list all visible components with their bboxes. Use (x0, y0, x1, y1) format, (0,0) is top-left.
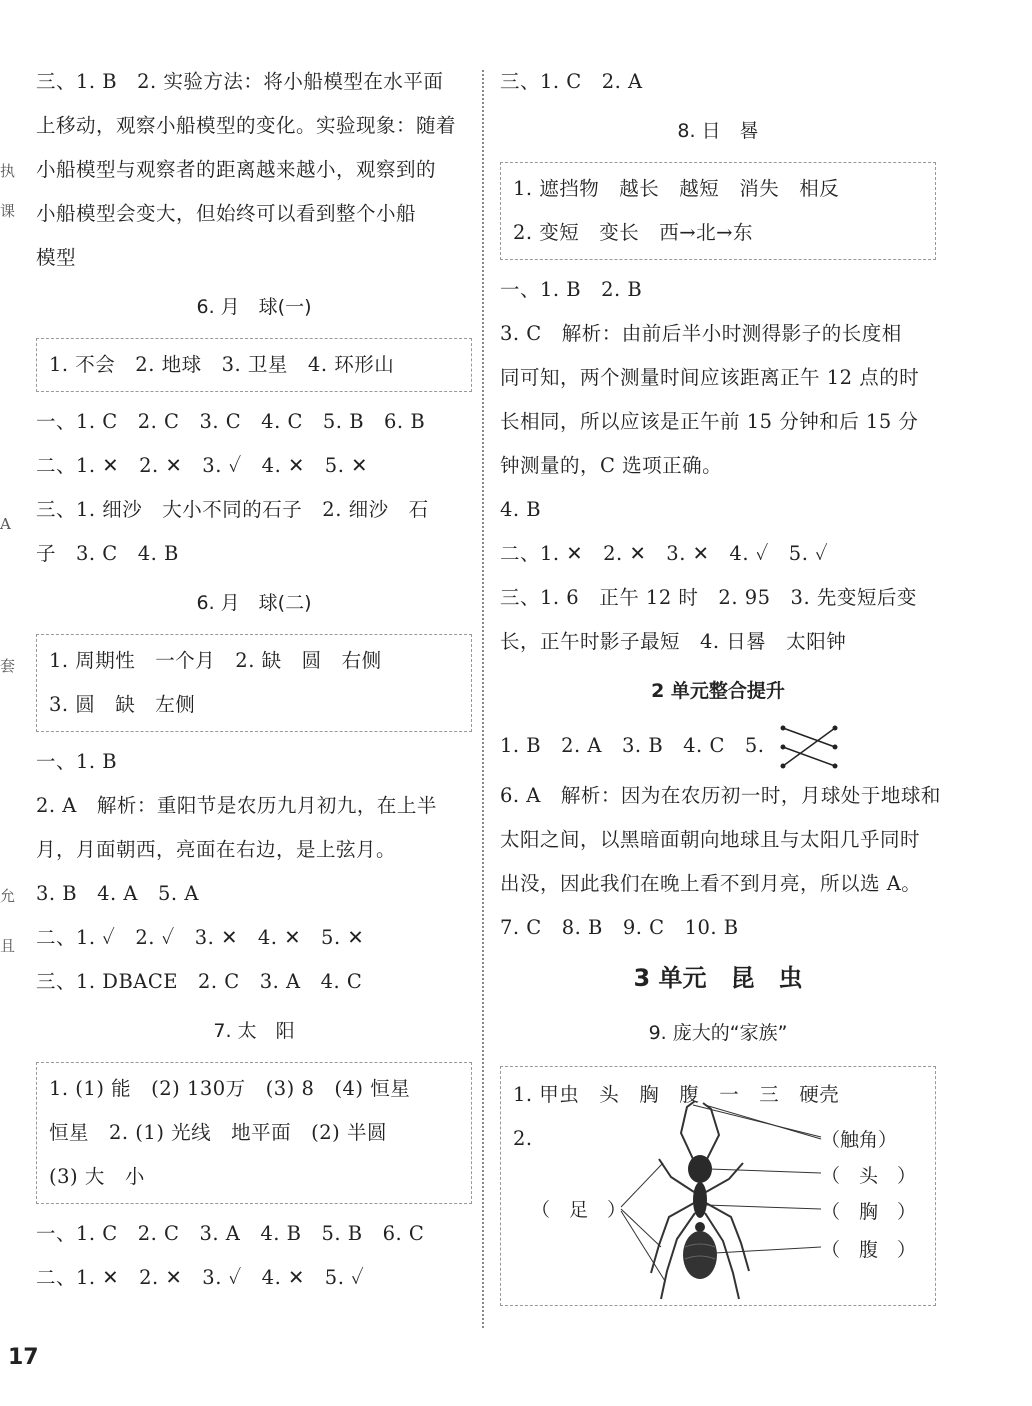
edge-char: A (0, 515, 11, 533)
box-line: (3) 大 小 (49, 1165, 145, 1188)
matching-lines-figure (777, 722, 841, 772)
answer-line: 4. B (500, 498, 542, 521)
answer-line: 一、1. C 2. C 3. C 4. C 5. B 6. B (36, 410, 426, 433)
answer-line: 二、1. ✕ 2. ✕ 3. ✕ 4. ✓ 5. ✓ (500, 542, 829, 565)
answer-line: 三、1. B 2. 实验方法：将小船模型在水平面 (36, 70, 444, 93)
answer-line: 月，月面朝西，亮面在右边，是上弦月。 (36, 838, 397, 861)
answer-line: 钟测量的，C 选项正确。 (500, 454, 723, 477)
right-column (500, 60, 941, 1306)
answer-line: 二、1. ✕ 2. ✕ 3. ✓ 4. ✕ 5. ✕ (36, 454, 368, 477)
section-title: 8. 日 晷 (677, 120, 759, 142)
answer-line: 同可知，两个测量时间应该距离正午 12 点的时 (500, 366, 920, 389)
answer-line: 太阳之间，以黑暗面朝向地球且与太阳几乎同时 (500, 828, 921, 851)
answer-box (36, 634, 472, 732)
box-line: 恒星 2. (1) 光线 地平面 (2) 半圆 (49, 1121, 387, 1144)
box-line: 1. 遮挡物 越长 越短 消失 相反 (513, 177, 840, 200)
box-line: 2. (513, 1127, 533, 1150)
answer-line: 三、1. C 2. A (500, 70, 643, 93)
left-column (36, 60, 472, 1300)
box-line: 2. 变短 变长 西→北→东 (513, 221, 753, 244)
unit-title: 3 单元 昆 虫 (633, 964, 803, 992)
answer-line: 上移动，观察小船模型的变化。实验现象：随着 (36, 114, 457, 137)
box-line: 1. 不会 2. 地球 3. 卫星 4. 环形山 (49, 353, 395, 376)
answer-box (36, 1062, 472, 1204)
section-title: 9. 庞大的“家族” (648, 1022, 788, 1044)
box-line: 1. 甲虫 头 胸 腹 一 三 硬壳 (513, 1083, 840, 1106)
answer-text: 1. B 2. A 3. B 4. C 5. (500, 734, 765, 757)
box-line: 3. 圆 缺 左侧 (49, 693, 196, 716)
section-title: 2 单元整合提升 (651, 680, 785, 702)
section-title: 6. 月 球(一) (196, 296, 312, 318)
answer-line: 3. C 解析：由前后半小时测得影子的长度相 (500, 322, 902, 345)
answer-box (36, 338, 472, 392)
edge-char: 套 (0, 657, 16, 675)
answer-line: 子 3. C 4. B (36, 542, 179, 565)
label-abdomen: （ 腹 ） (821, 1239, 917, 1261)
answer-line: 小船模型会变大，但始终可以看到整个小船 (36, 202, 417, 225)
label-legs: （ 足 ） (531, 1199, 627, 1221)
answer-line: 三、1. 6 正午 12 时 2. 95 3. 先变短后变 (500, 586, 917, 609)
answer-line: 6. A 解析：因为在农历初一时，月球处于地球和 (500, 784, 941, 807)
label-head: （ 头 ） (821, 1165, 917, 1187)
answer-line: 三、1. DBACE 2. C 3. A 4. C (36, 970, 363, 993)
edge-char: 允 (0, 887, 16, 905)
answer-line: 一、1. B (36, 750, 118, 773)
box-line: 1. 周期性 一个月 2. 缺 圆 右侧 (49, 649, 382, 672)
answer-line: 2. A 解析：重阳节是农历九月初九，在上半 (36, 794, 437, 817)
answer-box-with-figure (500, 1066, 936, 1306)
answer-line: 小船模型与观察者的距离越来越小，观察到的 (36, 158, 437, 181)
edge-char: 课 (0, 202, 16, 220)
answer-line: 7. C 8. B 9. C 10. B (500, 916, 739, 939)
edge-char: 执 (0, 162, 16, 180)
section-title: 6. 月 球(二) (196, 592, 312, 614)
answer-line: 长相同，所以应该是正午前 15 分钟和后 15 分 (500, 410, 919, 433)
box-line: 1. (1) 能 (2) 130万 (3) 8 (4) 恒星 (49, 1077, 411, 1100)
section-title: 7. 太 阳 (213, 1020, 295, 1042)
answer-line: 长，正午时影子最短 4. 日晷 太阳钟 (500, 630, 847, 653)
edge-char: 且 (0, 937, 16, 955)
answer-line: 一、1. B 2. B (500, 278, 643, 301)
answer-line-with-matching (500, 718, 936, 774)
answer-line: 一、1. C 2. C 3. A 4. B 5. B 6. C (36, 1222, 425, 1245)
answer-box (500, 162, 936, 260)
answer-line: 三、1. 细沙 大小不同的石子 2. 细沙 石 (36, 498, 429, 521)
answer-line: 模型 (36, 246, 77, 269)
answer-line: 出没，因此我们在晚上看不到月亮，所以选 A。 (500, 872, 922, 895)
answer-line: 二、1. ✕ 2. ✕ 3. ✓ 4. ✕ 5. ✓ (36, 1266, 365, 1289)
label-antenna: （触角） (821, 1129, 898, 1151)
page-number: 17 (8, 1345, 39, 1370)
answer-line: 二、1. ✓ 2. ✓ 3. ✕ 4. ✕ 5. ✕ (36, 926, 365, 949)
column-divider (482, 70, 484, 1328)
label-thorax: （ 胸 ） (821, 1201, 917, 1223)
left-edge-fragments (0, 60, 16, 1340)
answer-line: 3. B 4. A 5. A (36, 882, 199, 905)
